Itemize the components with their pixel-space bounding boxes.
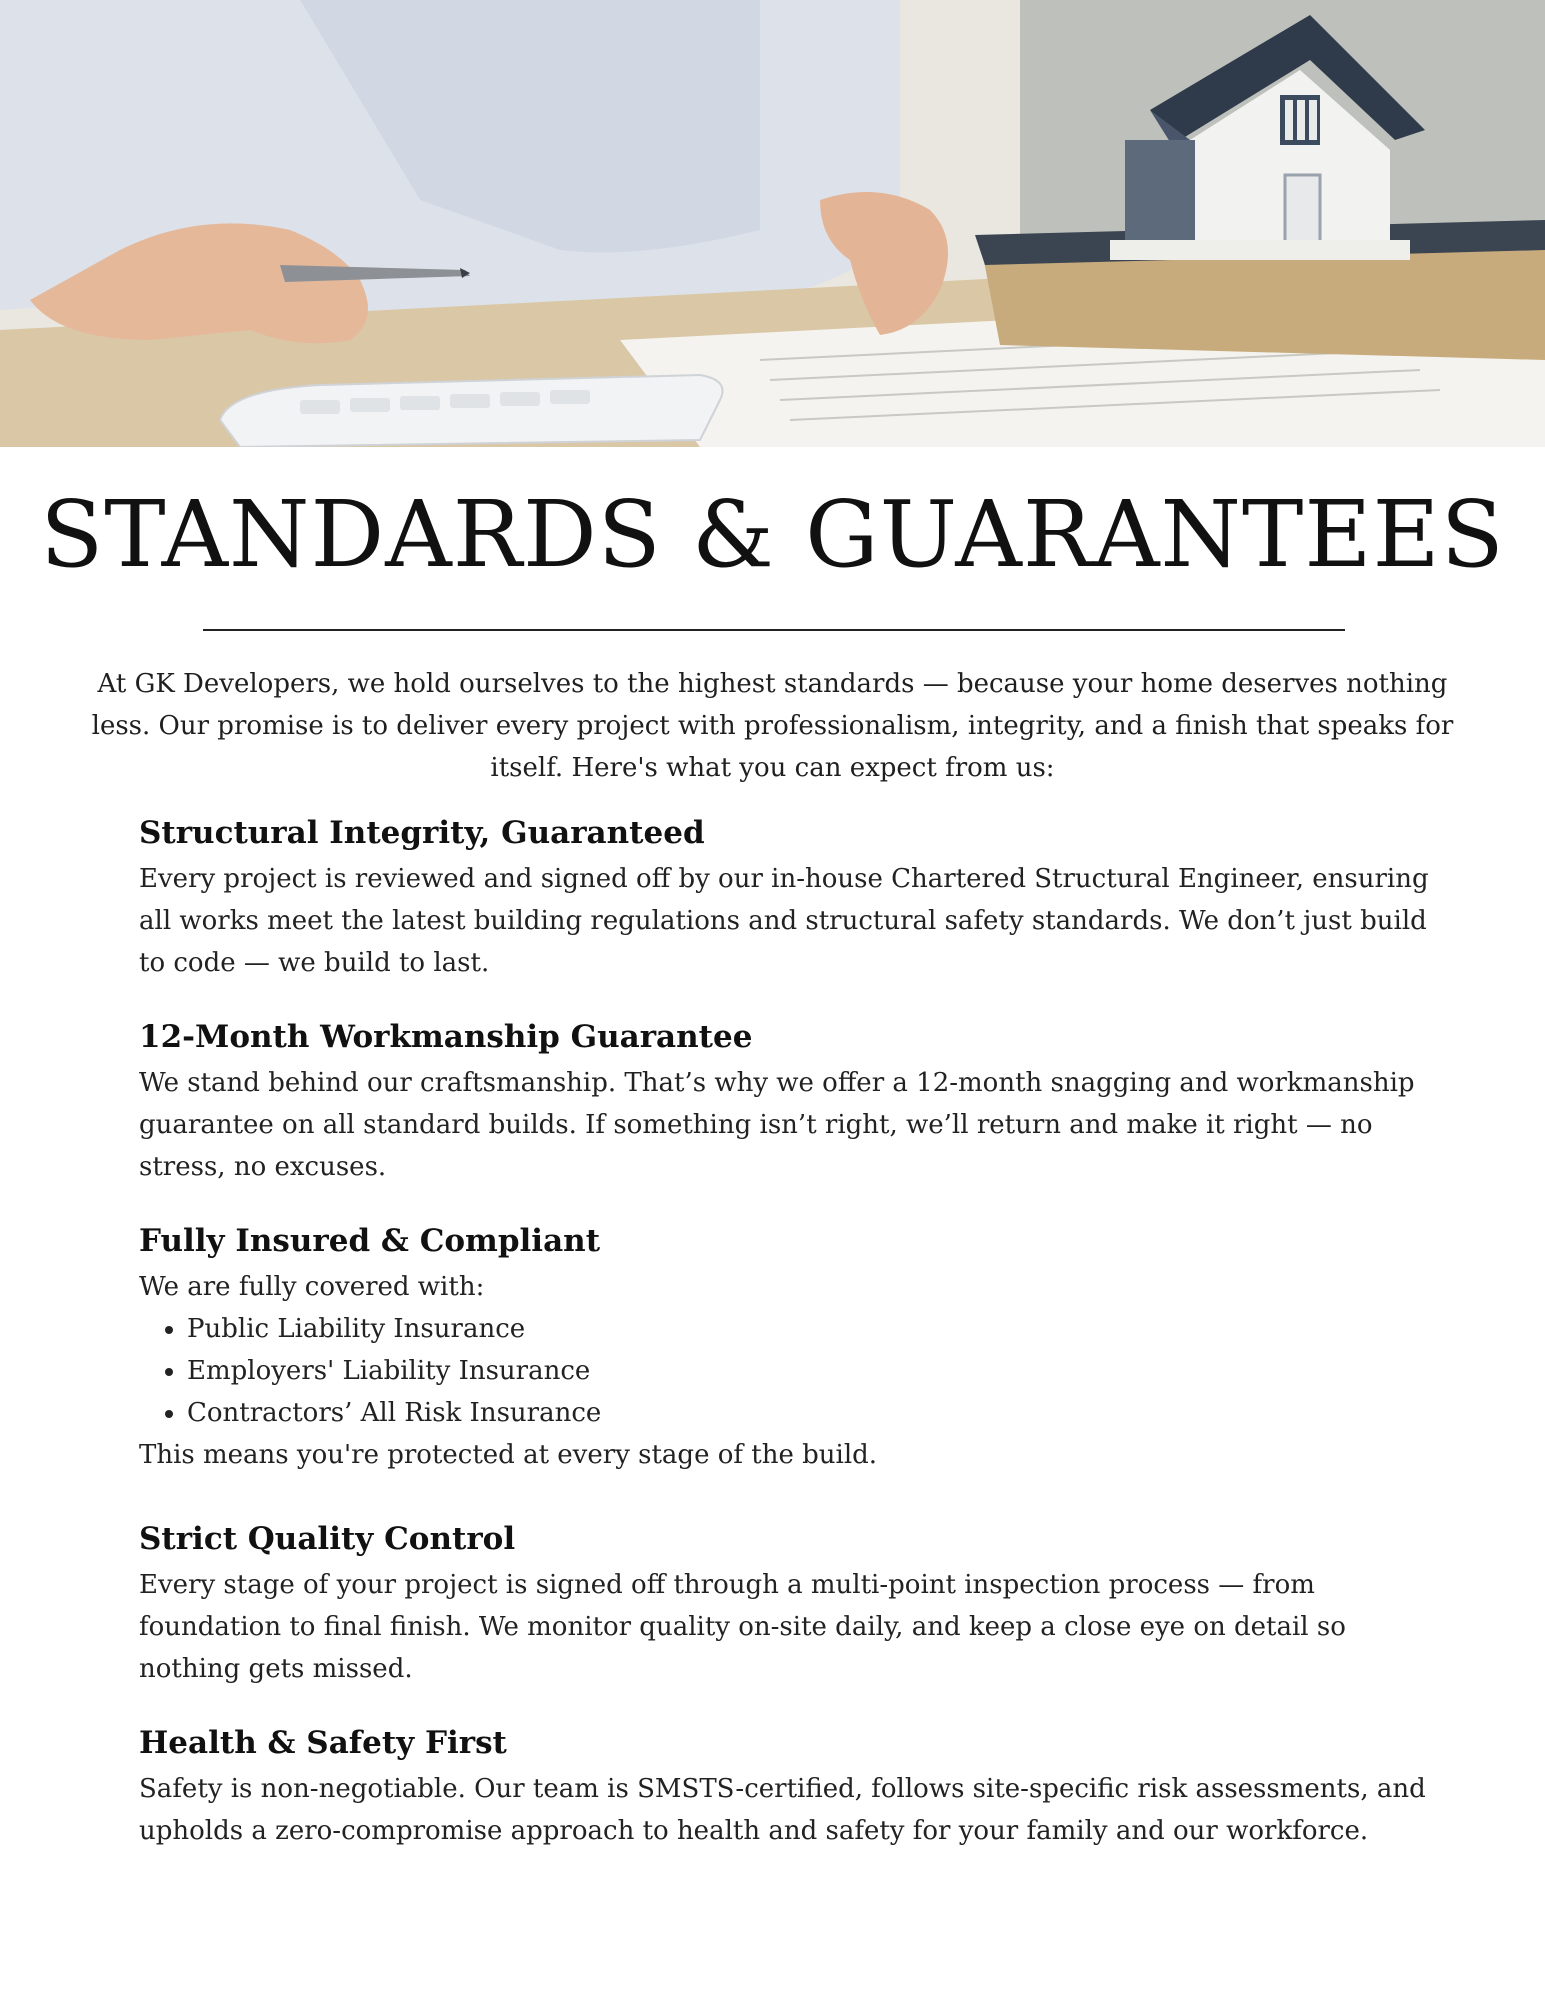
hero-photo bbox=[0, 0, 1545, 447]
section-heading: Structural Integrity, Guaranteed bbox=[139, 815, 705, 851]
section-heading: Health & Safety First bbox=[139, 1725, 507, 1761]
section-closing: This means you're protected at every stage of the build. bbox=[139, 1440, 878, 1470]
section-body: Safety is non-negotiable. Our team is SMSTS-certified, follows site-specific risk assessments, and upholds a zero-compromise approach to health and safety for your family and our workforce. bbox=[139, 1774, 1426, 1846]
insurance-list bbox=[139, 1308, 1449, 1434]
intro-paragraph: At GK Developers, we hold ourselves to the highest standards — because your home deserves nothing less. Our promise is to deliver every project with professionalism, integrity, and a finish that speaks for itself. Here's what you can expect from us: bbox=[91, 669, 1454, 783]
section-workmanship-guarantee bbox=[139, 1012, 1449, 1188]
section-fully-insured bbox=[139, 1216, 1449, 1476]
list-item: • Public Liability Insurance bbox=[187, 1308, 1449, 1350]
section-heading: Strict Quality Control bbox=[139, 1521, 516, 1557]
section-health-safety bbox=[139, 1718, 1449, 1852]
hero-illustration bbox=[0, 0, 1545, 447]
list-item: • Contractors’ All Risk Insurance bbox=[187, 1392, 1449, 1434]
list-item: • Employers' Liability Insurance bbox=[187, 1350, 1449, 1392]
section-body: We stand behind our craftsmanship. That’s why we offer a 12-month snagging and workmanship guarantee on all standard builds. If something isn’t right, we’ll return and make it right — no stress, no excuses. bbox=[139, 1068, 1415, 1182]
section-heading: 12-Month Workmanship Guarantee bbox=[139, 1019, 753, 1055]
section-heading: Fully Insured & Compliant bbox=[139, 1223, 601, 1259]
section-structural-integrity bbox=[139, 808, 1449, 984]
section-lead: We are fully covered with: bbox=[139, 1272, 485, 1302]
title-divider bbox=[203, 629, 1345, 631]
section-quality-control bbox=[139, 1514, 1449, 1690]
page-title: STANDARDS & GUARANTEES bbox=[40, 481, 1505, 588]
section-body: Every stage of your project is signed off through a multi-point inspection process — from foundation to final finish. We monitor quality on-site daily, and keep a close eye on detail so nothing gets missed. bbox=[139, 1570, 1346, 1684]
section-body: Every project is reviewed and signed off by our in-house Chartered Structural Engineer, ensuring all works meet the latest building regulations and structural safety standards. We don’t just build to code — we build to last. bbox=[139, 864, 1429, 978]
